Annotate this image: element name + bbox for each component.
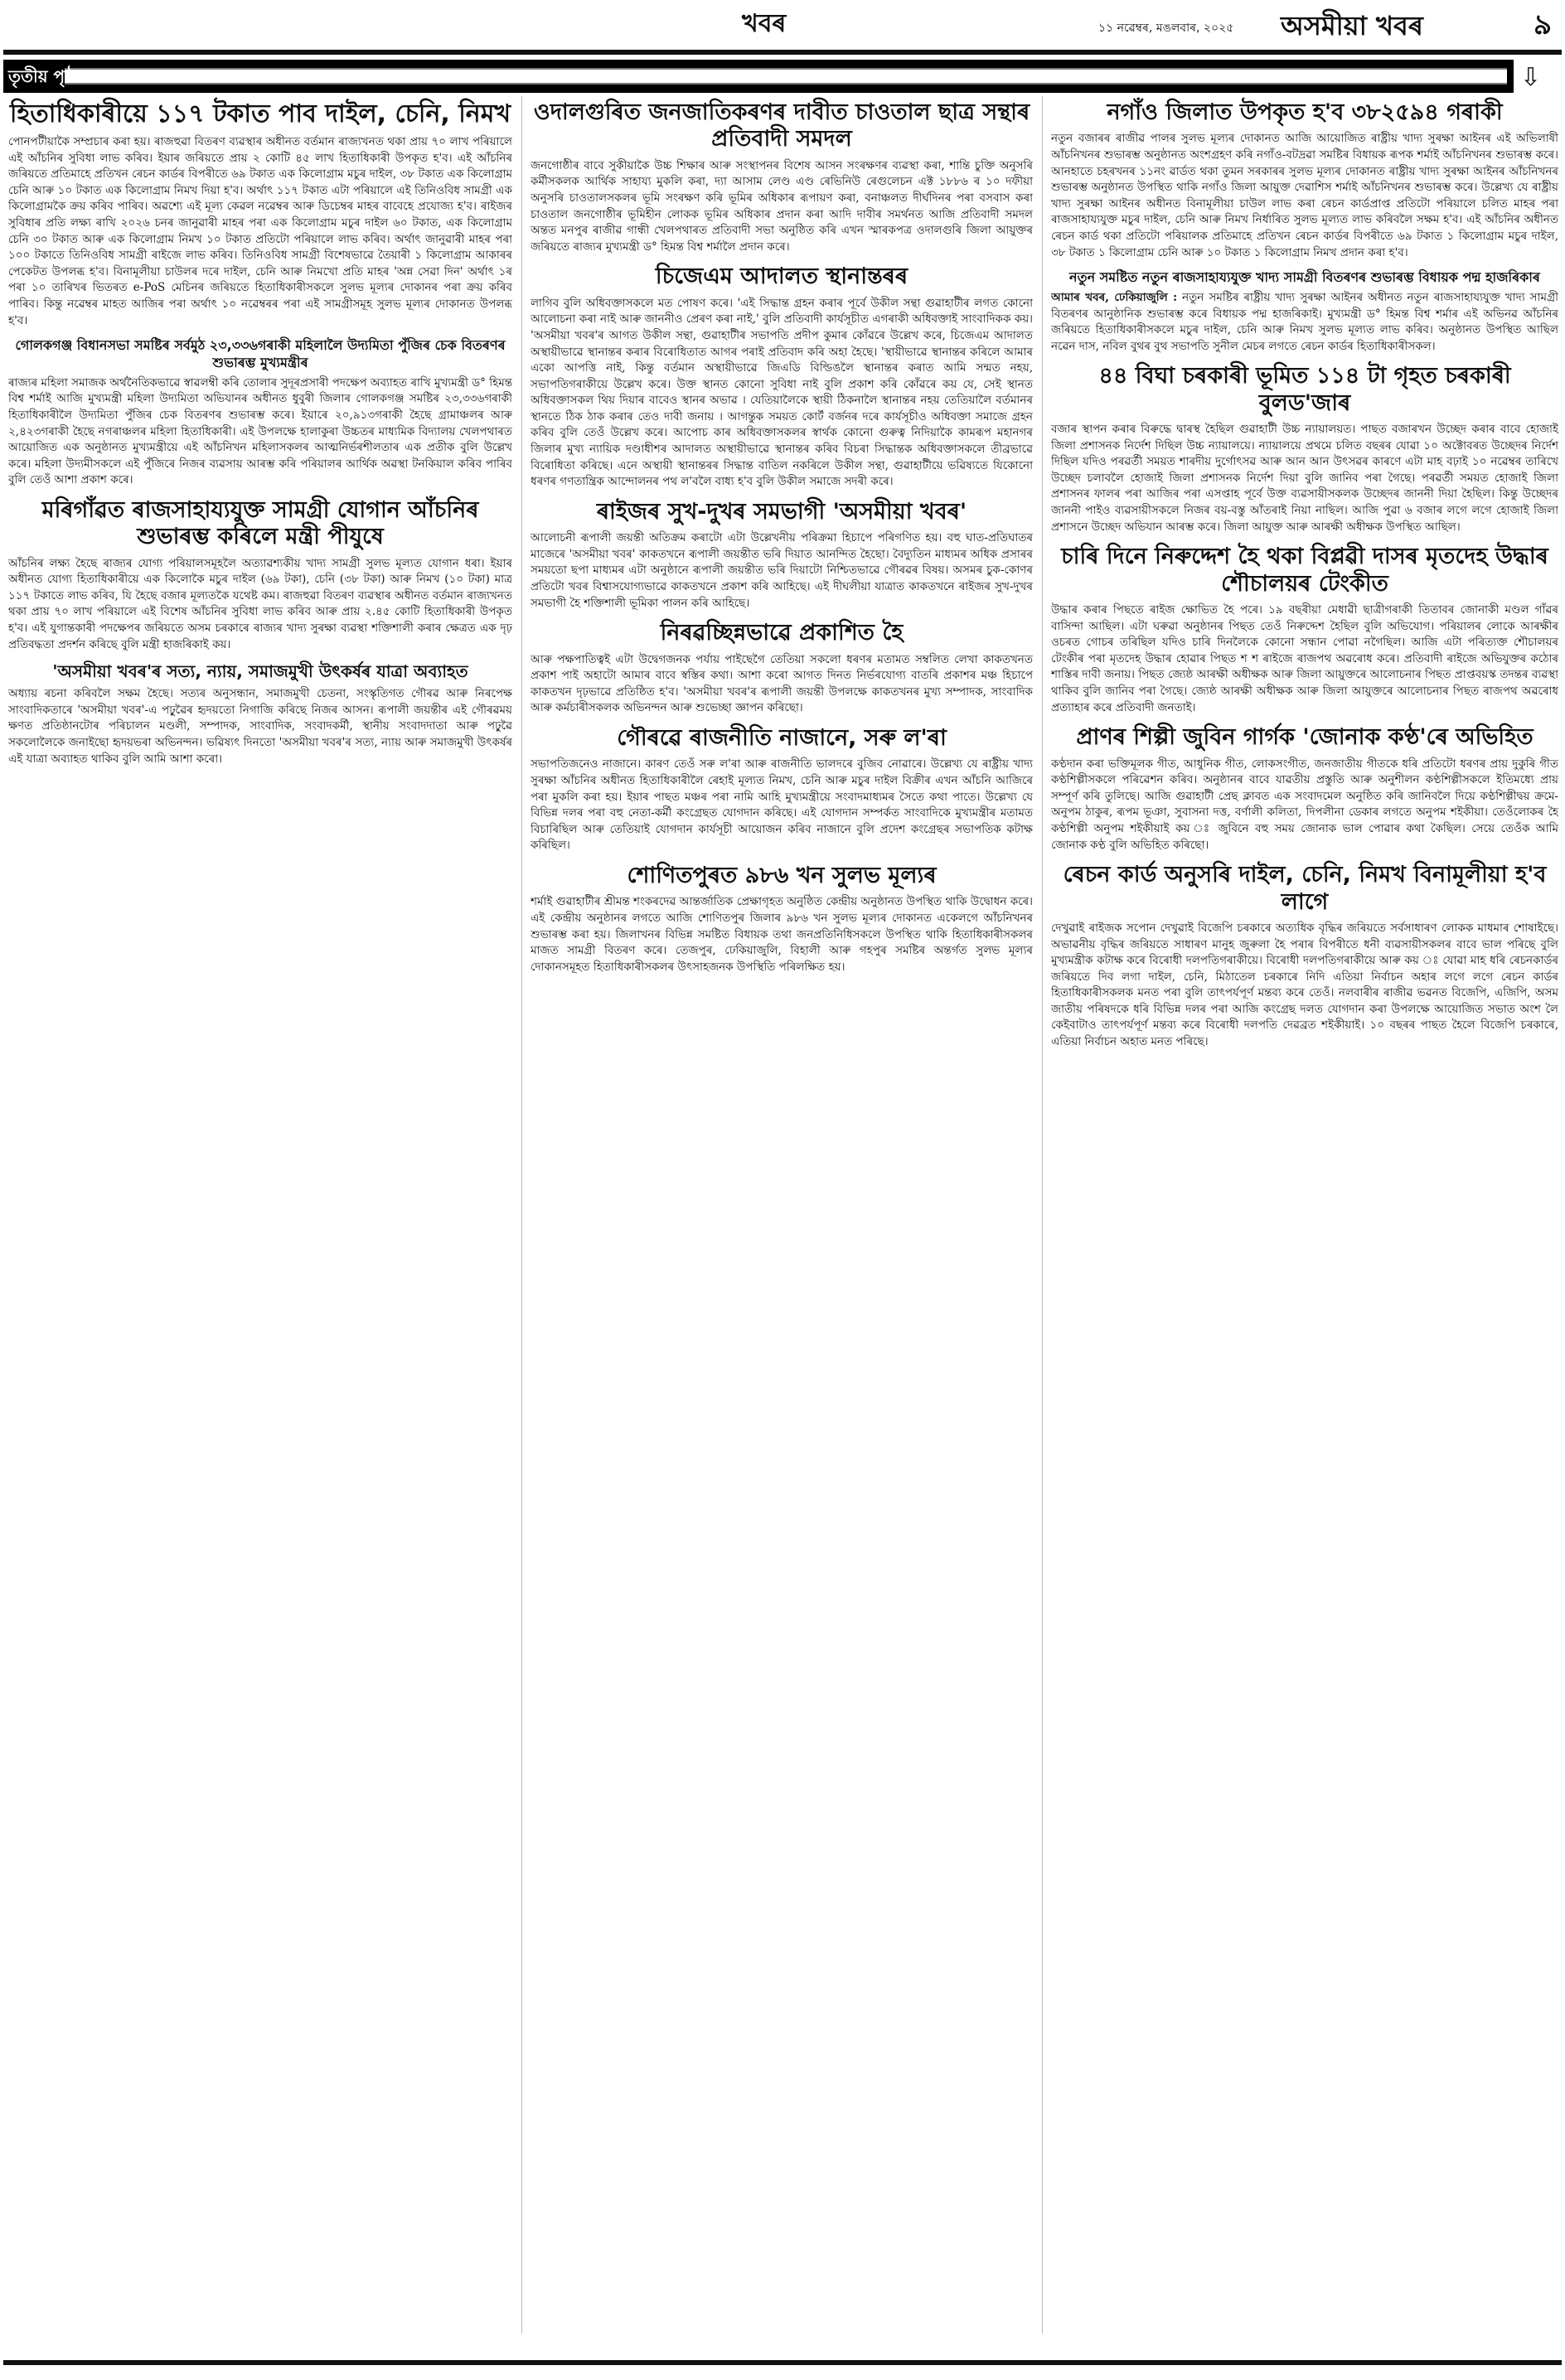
article-body: উদ্ধাৰ কৰাৰ পিছতে ৰাইজ ক্ষোভিত হৈ পৰে। ১৯ বছৰীয়া মেধাৱী ছাত্ৰীগৰাকী তিতাবৰ জোনাকী মণ্ডল গাঁৱৰ বাসিন্দা আছিল। এটা ঘৰুৱা অনুষ্ঠানৰ পিছত তেওঁ নিৰুদ্দেশ হৈছিল বুলি অভিযোগ। পৰিয়ালৰ লোকে আৰক্ষীৰ ওচৰত গোচৰ তৰিছিল যদিও চাৰি দিনলৈকে কোনো সন্ধান পোৱা নগৈছিল। আজি এটা পৰিত্যক্ত শৌচালয়ৰ টেংকীৰ পৰা মৃতদেহ উদ্ধাৰ হোৱাৰ পিছত শ শ ৰাইজে ৰাজপথ অৱৰোধ কৰে। প্ৰতিবাদী ৰাইজে অভিযুক্তৰ কঠোৰ শাস্তিৰ দাবী জনায়। পিছত জ্যেষ্ঠ আৰক্ষী অধীক্ষক আৰু জিলা আয়ুক্তৰে আলোচনাৰ পিছত প্ৰাপ্তবয়স্ক তদন্তৰ ব্যৱস্থা থাকিব বুলি জানিব পৰা গৈছে। জ্যেষ্ঠ আৰক্ষী অধীক্ষক আৰু জিলা আয়ুক্তৰে আলোচনাৰ পিছত ৰাজপথ অৱৰোধ প্ৰত্যাহাৰ কৰে প্ৰতিবাদী জনতাই। xyxy=(1051,603,1558,714)
article-headline: ৰেচন কাৰ্ড অনুসৰি দাইল, চেনি, নিমখ বিনামূলীয়া হ'ব লাগে xyxy=(1063,862,1547,915)
article xyxy=(531,620,1033,717)
column-divider xyxy=(1042,96,1043,2334)
article-headline: মৰিগাঁৱত ৰাজসাহায্যযুক্ত সামগ্ৰী যোগান আঁচনিৰ শুভাৰম্ভ কৰিলে মন্ত্ৰী পীযুষে xyxy=(41,496,479,550)
article xyxy=(531,264,1033,491)
article-body: পোনপটীয়াকৈ সম্প্ৰচাৰ কৰা হয়। ৰাজহুৱা বিতৰণ ব্যৱস্থাৰ অধীনত বৰ্তমান ৰাজ্যখনত থকা প্ৰায় ৭০ লাখ পৰিয়ালে এই আঁচনিৰ সুবিধা লাভ কৰিব। ইয়াৰ জৰিয়তে প্ৰায় ২ কোটি ৪৫ লাখ হিতাধিকাৰী উপকৃত হ'ব। এই আঁচনিৰ জৰিয়তে প্ৰতিমাহে প্ৰতিখন ৰেচন কাৰ্ডৰ বিপৰীতে ৬৯ টকাত এক কিলোগ্ৰাম মচুৰ দাইল, ৩৮ টকাত এক কিলোগ্ৰাম চেনি আৰু ১০ টকাত এক কিলোগ্ৰাম নিমখ দিয়া হ'ব। অৰ্থাৎ ১১৭ টকাত এটা পৰিয়ালে এই তিনিওবিধ সামগ্ৰী এক কিলোগ্ৰামকৈ ক্ৰয় কৰিব পাৰিব। অৱশ্যে এই মূল্য কেৱল নৱেম্বৰ আৰু ডিচেম্বৰ মাহৰ বাবেহে প্ৰযোজ্য হ'ব। ৰাইজৰ সুবিধাৰ প্ৰতি লক্ষ্য ৰাখি ২০২৬ চনৰ জানুৱাৰী মাহৰ পৰা এক কিলোগ্ৰাম মচুৰ দাইল ৬০ টকাত, এক কিলোগ্ৰাম চেনি ৩০ টকাত আৰু এক কিলোগ্ৰাম নিমখ ১০ টকাত প্ৰতিটো পৰিয়ালে লাভ কৰিব। অৰ্থাৎ জানুৱাৰী মাহৰ পৰা ১০০ টকাতে তিনিওবিধ সামগ্ৰী ৰাইজে লাভ কৰিব। তিনিওবিধ সামগ্ৰী বিশেষভাৱে তৈয়াৰী ১ কিলোগ্ৰাম আকাৰৰ পেকেটত উপলব্ধ হ'ব। বিনামূলীয়া চাউলৰ দৰে দাইল, চেনি আৰু নিমখো প্ৰতি মাহৰ 'অন্ন সেৱা দিন' অৰ্থাৎ ১ৰ পৰা ১০ তাৰিখৰ ভিতৰত e-PoS মেচিনৰ জৰিয়তে হিতাধিকাৰীসকলে সুলভ মূল্যৰ দোকানৰ পৰা ক্ৰয় কৰিব পাৰিব। কিন্তু নৱেম্বৰ মাহত আজিৰ পৰা অৰ্থাৎ ১০ নৱেম্বৰৰ পৰা এই সামগ্ৰীসমূহ সুলভ মূল্যৰ দোকানত উপলব্ধ হ'ব। xyxy=(8,135,512,327)
article-body: সভাপতিজনেও নাজানে। কাৰণ তেওঁ সৰু ল'ৰা আৰু ৰাজনীতি ভালদৰে বুজিব নোৱাৰে। উল্লেখ্য যে ৰাষ্ট্ৰীয় খাদ্য সুৰক্ষা আঁচনিৰ অধীনত হিতাধিকাৰীলৈ ৰেহাই মূল্যত নিমখ, চেনি আৰু মচুৰ দাইল বিক্ৰীৰ এখন আঁচনি আজিৰে পৰা মুকলি কৰা হয়। ইয়াৰ পাছত মঞ্চৰ পৰা নামি আহি মুখ্যমন্ত্ৰীয়ে সংবাদমাধ্যমৰ সৈতে কথা পাতে। উল্লেখ্য যে বিভিন্ন দলৰ পৰা বহু নেতা-কৰ্মী কংগ্ৰেছত যোগদান কৰিছে। এই যোগদান সম্পৰ্কত সাংবাদিকে মুখ্যমন্ত্ৰীৰ মতামত বিচাৰিছিল আৰু তেতিয়াই যোগদান কাৰ্যসূচী আয়োজন কৰিব নাজানে বুলি প্ৰদেশ কংগ্ৰেছৰ সভাপতিক কটাক্ষ কৰিছিল। xyxy=(531,757,1033,853)
continued-banner xyxy=(3,60,1514,93)
article xyxy=(1051,862,1558,1051)
column-left xyxy=(8,96,512,2334)
article-subheadline: নতুন সমষ্টিত নতুন ৰাজসাহায্যযুক্ত খাদ্য সামগ্ৰী বিতৰণৰ শুভাৰম্ভ বিধায়ক পদ্ম হাজৰিকাৰ xyxy=(1069,269,1540,286)
article xyxy=(8,497,512,653)
article-body: লাগিব বুলি অধিবক্তাসকলে মত পোষণ কৰে। 'এই সিদ্ধান্ত গ্ৰহন কৰাৰ পূৰ্বে উকীল সন্থা গুৱাহাটীৰ লগত কোনো আলোচনা কৰা নাই আৰু জাননীও প্ৰেৰণ কৰা নাই,' বুলি প্ৰতিবাদী কাৰ্যসূচীত এগৰাকী অধিবক্তাই সাংবাদিকক কয়। 'অসমীয়া খবৰ'ৰ আগত উকীল সন্থা, গুৱাহাটীৰ সভাপতি প্ৰদীপ কুমাৰ কোঁৱৰে উল্লেখ কৰে, চিজেএম আদালত অস্থায়ীভাৱে স্থানান্তৰ কৰাৰ বিৰোধিতাত আগৰ পৰাই প্ৰতিবাদ কৰি অহা হৈছে। 'স্থায়ীভাৱে স্থানান্তৰ কৰিলে আমাৰ একো আপত্তি নাই, কিন্তু বৰ্তমান অস্থায়ীভাৱে জিএডি বিল্ডিঙলৈ স্থানান্তৰ কৰাত আমি সন্মত নহয়, সভাপতিগৰাকীয়ে উল্লেখ কৰে। উক্ত স্থানত কোনো সুবিধা নাই বুলি প্ৰকাশ কৰি কোঁৱৰে কয় যে, সেই স্থানত অধিবক্তাসকল থিয় দিয়াৰ বাবেও স্থানৰ অভাৱ । যেতিয়ালৈকে স্থায়ী ঠিকনালৈ স্থানান্তৰ নহয় তেতিয়ালৈ বৰ্তমানৰ স্থানতে ঠিক ঠাক কৰাৰ তেও দাবী জনায় । আগন্তুক সময়ত কোৰ্ট বৰ্জনৰ দৰে কাৰ্যসূচীও অধিবক্তা সমাজে গ্ৰহন কৰিব বুলি তেওঁ উল্লেখ কৰে। আপোচ কাৰ অধিবক্তাসকলৰ স্বাৰ্থক কোনো গুৰুত্ব নিদিয়াকৈ কামৰূপ মহানগৰ জিলাৰ মুখ্য ন্যায়িক দণ্ডাধীশৰ আদালত অস্থায়ীভাৱে স্থানান্তৰ কৰিব বিচৰা সিদ্ধান্তক অধিবক্তাসকলে তীব্ৰভাৱে বিৰোধিতা কৰিছে। এনে অস্থায়ী স্থানান্তৰৰ সিদ্ধান্ত বাতিল নকৰিলে উকীল সন্থা, গুৱাহাটীয়ে ভৱিষ্যতে যিকোনো ধৰণৰ গণতান্ত্ৰিক আন্দোলনৰ পথ ল'বলৈ বাধ্য হ'ব বুলি উকীল সমাজে সদৰী কৰে। xyxy=(531,296,1033,489)
masthead xyxy=(0,0,1565,51)
column-right xyxy=(1051,96,1558,2334)
article-body: আৰু পক্ষপাতিত্বই এটা উদ্বেগজনক পৰ্যায় পাইছেগৈ তেতিয়া সকলো ধৰণৰ মতামত সম্বলিত লেখা কাকতখনত প্ৰকাশ পাই অহাটো আমাৰ বাবে স্বস্তিৰ কথা। আশা কৰো আগত দিনত নিৰ্ভৰযোগ্য বাতৰি প্ৰকাশৰ মঞ্চ হিচাপে কাকতখন দৃঢ়ভাৱে প্ৰতিষ্ঠিত হ'ব। 'অসমীয়া খবৰ'ৰ ৰূপালী জয়ন্তী উপলক্ষে কাকতখনৰ মুখ্য সম্পাদক, সাংবাদিক আৰু কৰ্মচাৰীসকলক অভিনন্দন আৰু শুভেচ্ছা জ্ঞাপন কৰিছো। xyxy=(531,652,1033,715)
footer-rule xyxy=(3,2360,1562,2365)
article xyxy=(531,863,1033,975)
article-headline: চাৰি দিনে নিৰুদ্দেশ হৈ থকা বিপ্লৱী দাসৰ মৃতদেহ উদ্ধাৰ শৌচালয়ৰ টেংকীত xyxy=(1061,544,1548,597)
continued-label: তৃতীয় পৃষ্ঠাৰ পৰা xyxy=(8,66,121,86)
banner-inner-stripe xyxy=(65,68,1507,85)
arrow-down-icon: ⇩ xyxy=(1520,63,1542,92)
article xyxy=(1051,99,1558,261)
article xyxy=(1051,544,1558,716)
article xyxy=(8,661,512,767)
article-headline: শোণিতপুৰত ৯৮৬ খন সুলভ মূল্যৰ xyxy=(627,862,937,888)
column-divider xyxy=(521,96,522,2334)
article-body: কণ্ঠদান কৰা ভক্তিমূলক গীত, আধুনিক গীত, লোকসংগীত, জনজাতীয় গীতকে ধৰি প্ৰতিটো ধৰণৰ প্ৰায় দুকুৰি গীত কণ্ঠশিল্পীসকলে পৰিৱেশন কৰিব। অনুষ্ঠানৰ বাবে যাৱতীয় প্ৰস্তুতি আৰু অনুশীলন কণ্ঠশিল্পীসকলে ইতিমধ্যে প্ৰায় সম্পূৰ্ণ কৰি তুলিছে। আজি গুৱাহাটী প্ৰেছ ক্লাবত এক সংবাদমেল অনুষ্ঠিত কৰি জানিবলৈ দিয়ে কণ্ঠশিল্পীদ্বয় ক্ৰমে- অনুপম ঠাকুৰ, ৰূপম ভূঞা, সুবাসনা দত্ত, বৰ্ণালী কলিতা, দিপলীনা ডেকাৰ লগতে অনুপম শইকীয়া। তেওঁলোকৰ হৈ কণ্ঠশিল্পী অনুপম শইকীয়াই কয় ঃ জুবিনে বহু সময় জোনাক ভাল পোৱাৰ কথা কৈছিল। সেয়ে তেওঁক আমি জোনাক কণ্ঠ বুলি অভিহিত কৰিছো। xyxy=(1051,757,1558,852)
article xyxy=(8,99,512,329)
article-body: আঁচনিৰ লক্ষ্য হৈছে ৰাজ্যৰ যোগ্য পৰিয়ালসমূহলৈ অত্যাৱশ্যকীয় খাদ্য সামগ্ৰী সুলভ মূল্যত যোগান ধৰা। ইয়াৰ অধীনত যোগ্য হিতাধিকাৰীয়ে এক কিলোকৈ মচুৰ দাইল (৬৯ টকা), চেনি (৩৮ টকা) আৰু নিমখ (১০ টকা) মাত্ৰ ১১৭ টকাতে লাভ কৰিব, যি হৈছে বজাৰ মূল্যতকৈ যথেষ্ট কম। ৰাজহুৱা বিতৰণ ব্যৱস্থাৰ অধীনত বৰ্তমান ৰাজ্যখনত থকা প্ৰায় ৭০ লাখ পৰিয়ালে এই বিশেষ আঁচনিৰ সুবিধা লাভ কৰিব আৰু প্ৰায় ২.৪৫ কোটি হিতাধিকাৰী উপকৃত হ'ব। এই যুগান্তকাৰী পদক্ষেপৰ জৰিয়তে অসম চৰকাৰে ৰাজ্যৰ খাদ্য সুৰক্ষা ব্যৱস্থা শক্তিশালী কৰাৰ ক্ষেত্ৰত এক দৃঢ় প্ৰতিবদ্ধতা প্ৰদৰ্শন কৰিছে বুলি মন্ত্ৰী হাজৰিকাই কয়। xyxy=(8,556,512,651)
article-headline: নিৰৱচ্ছিন্নভাৱে প্ৰকাশিত হৈ xyxy=(660,620,904,646)
article-body: অধ্যায় ৰচনা কৰিবলৈ সক্ষম হৈছে। সত্যৰ অনুসন্ধান, সমাজমুখী চেতনা, সংস্কৃতিগত গৌৰৱ আৰু নিৰপেক্ষ সাংবাদিকতাৰে 'অসমীয়া খবৰ'-এ পঢ়ুৱৈৰ হৃদয়তো নিগাজি কৰিছে নিজৰ আসন। ৰূপালী জয়ন্তীৰ এই গৌৰৱময় ক্ষণত প্ৰতিষ্ঠানটোৰ পৰিচালন মণ্ডলী, সম্পাদক, সাংবাদিক, সংবাদকৰ্মী, স্থানীয় সংবাদদাতা আৰু পঢ়ুৱৈ সকলোলৈকে জনাইছো হৃদয়ভৰা অভিনন্দন। ভৱিষ্যৎ দিনতো 'অসমীয়া খবৰ'ৰ সত্য, ন্যায় আৰু সমাজমুখী উৎকৰ্ষৰ এই যাত্ৰা অব্যাহত থাকিব বুলি আমি আশা কৰো। xyxy=(8,687,512,766)
newspaper-logo: অসমীয়া খবৰ xyxy=(1281,10,1423,41)
article-body: বজাৰ স্থাপন কৰাৰ বিৰুদ্ধে দ্বাৰস্থ হৈছিল গুৱাহাটী উচ্চ ন্যায়ালয়ত। পাছত বজাৰখন উচ্ছেদ কৰাৰ বাবে হোজাই জিলা প্ৰশাসনক নিৰ্দেশ দিছিল উচ্চ ন্যায়ালয়ে। ন্যায়ালয়ে প্ৰথমে চলিত বছৰৰ যোৱা ১০ অক্টোবৰত উচ্ছেদৰ নিৰ্দেশ দিছিল যদিও পৰৱৰ্তী সময়ত শাৰদীয় দুৰ্গোৎসৱ আৰু আন আন উৎসৱৰ কাৰণে এটা মাহ বঢ়াই ১০ নৱেম্বৰ তাৰিখে উচ্ছেদ চলাবলৈ হোজাই জিলা প্ৰশাসনক নিৰ্দেশ দিয়া বুলি জানিব পৰা গৈছে। পৰৱৰ্তী সময়ত হোজাই জিলা প্ৰশাসনৰ ফালৰ পৰা আজিৰ পৰা এসপ্তাহ পূৰ্বে উক্ত ব্যৱসায়ীসকলক উচ্ছেদৰ জাননী দিয়া হৈছিল। কিন্তু উচ্ছেদৰ জাননী পাইও ব্যৱসায়ীসকলে নিজৰ বয়-বস্তু আঁতৰাই নিয়া নাছিল। আজি পুৱা ৬ বজাৰ লগে লগে হোজাই জিলা প্ৰশাসনে উচ্ছেদ অভিযান আৰম্ভ কৰে। জিলা আয়ুক্ত আৰু আৰক্ষী অধীক্ষক উপস্থিত আছিল। xyxy=(1051,423,1558,534)
article-headline: চিজেএম আদালত স্থানান্তৰৰ xyxy=(655,264,908,290)
article-headline: হিতাধিকাৰীয়ে ১১৭ টকাত পাব দাইল, চেনি, নিমখ xyxy=(9,99,511,128)
article-body: নতুন সমষ্টিৰ ৰাষ্ট্ৰীয় খাদ্য সুৰক্ষা আইনৰ অধীনত নতুন ৰাজসাহায্যযুক্ত খাদ্য সামগ্ৰী বিতৰণৰ আনুষ্ঠানিক শুভাৰম্ভ কৰে বিধায়ক পদ্ম হাজৰিকাই। মুখ্যমন্ত্ৰী ড° হিমন্ত বিশ্ব শৰ্মাৰ এই অভিনৱ আঁচনিৰ জৰিয়তে হিতাধিকাৰীসকলে মচুৰ দাইল, চেনি আৰু নিমখ সুলভ মূল্যত লাভ কৰিব। অনুষ্ঠানত উপস্থিত আছিল নৱেন দাস, নবিল বুথৰ বুথ সভাপতি সুনীল মেচৰ লগতে ৰেচন কাৰ্ডৰ হিতাধিকাৰীসকল। xyxy=(1051,290,1558,353)
article xyxy=(531,99,1033,255)
article-headline: ৪৪ বিঘা চৰকাৰী ভূমিত ১১৪ টা গৃহত চৰকাৰী বুলড'জাৰ xyxy=(1098,363,1511,416)
article-headline: ওদালগুৰিত জনজাতিকৰণৰ দাবীত চাওতাল ছাত্ৰ সন্থাৰ প্ৰতিবাদী সমদল xyxy=(533,99,1030,152)
article xyxy=(531,725,1033,854)
dateline: আমাৰ খবৰ, ঢেকিয়াজুলি : xyxy=(1051,290,1178,304)
article xyxy=(1051,269,1558,355)
article-headline: নগাঁও জিলাত উপকৃত হ'ব ৩৮২৫৯৪ গৰাকী xyxy=(1107,99,1503,125)
page-number: ৯ xyxy=(1534,8,1553,41)
article-body: নতুন বজাৰৰ ৰাজীৱ পালৰ সুলভ মূল্যৰ দোকানত আজি আয়োজিত ৰাষ্ট্ৰীয় খাদ্য সুৰক্ষা আইনৰ এই অভিলাষী আঁচনিখনৰ শুভাৰম্ভ অনুষ্ঠানত অংশগ্ৰহণ কৰি নগাঁও-বটদ্ৰৱা সমষ্টিৰ বিধায়ক ৰূপক শৰ্মাই আঁচনিখনৰ শুভাৰম্ভ কৰে। আনহাতে চহৰখনৰ ১১নং ৱাৰ্ডত থকা তুমন সৰকাৰৰ সুলভ মূল্যৰ দোকানত ৰাষ্ট্ৰীয় খাদ্য সুৰক্ষা আইনৰ আঁচনিখনৰ শুভাৰম্ভ অনুষ্ঠানত উপস্থিত থাকি নগাঁও জিলা আয়ুক্ত দেৱাশিস শৰ্মাই আঁচনিখনৰ শুভাৰম্ভ কৰে। উল্লেখ্য যে ৰাষ্ট্ৰীয় খাদ্য সুৰক্ষা আইনৰ অধীনত বিনামূলীয়া চাউল লাভ কৰা ৰেচন কাৰ্ডপ্ৰাপ্ত প্ৰতিটো পৰিয়ালে চলিত মাহৰ পৰা ৰাজসাহায্যযুক্ত মচুৰ দাইল, চেনি আৰু নিমখ নিৰ্ধাৰিত সুলভ মূল্যত লাভ কৰিবলৈ সক্ষম হ'ব। এই আঁচনিৰ অধীনত ৰেচন কাৰ্ড থকা প্ৰতিটো পৰিয়ালক প্ৰতিমাহে প্ৰতিখন ৰেচন কাৰ্ডৰ বিপৰীতে ৬৯ টকাত ১ কিলোগ্ৰাম মচুৰ দাইল, ৩৮ টকাত ১ কিলোগ্ৰাম চেনি আৰু ১০ টকাত ১ কিলোগ্ৰাম নিমখ প্ৰদান কৰা হ'ব। xyxy=(1051,132,1558,259)
issue-date: ১১ নৱেম্বৰ, মঙলবাৰ, ২০২৫ xyxy=(1098,22,1234,35)
article-body: জনগোষ্ঠীৰ বাবে সুকীয়াকৈ উচ্চ শিক্ষাৰ আৰু সংস্থাপনৰ বিশেষ আসন সংৰক্ষণৰ ব্যৱস্থা কৰা, শান্তি চুক্তি অনুসৰি কৰ্মীসকলক আৰ্থিক সাহায্য মুকলি কৰা, দ্যা আসাম লেণ্ড এণ্ড ৰেভিনিউ ৰেগুলেচন এক্ট ১৮৮৬ ৰ ১০ দফীয়া অনুসৰি চাওতালসকলৰ ভূমি সংৰক্ষণ কৰি ভূমিৰ অধিকাৰ ৰূপায়ণ কৰা, বনাঞ্চলত দীৰ্ঘদিনৰ পৰা বসবাস কৰা চাওতাল জনগোষ্ঠীৰ ভূমিহীন লোকক ভূমিৰ অধিকাৰ প্ৰদান কৰা আদি দাবীৰ সমৰ্থনত আজি প্ৰতিবাদী সমদল অন্তত মনপুৰ ৰাজীৱ গান্ধী খেলপথাৰত প্ৰতিবাদী সভা অনুষ্ঠিত কৰি এখন স্মাৰকপত্ৰ ওদালগুৰি জিলা আয়ুক্তৰ জৰিয়তে ৰাজ্যৰ মুখ্যমন্ত্ৰী ড° হিমন্ত বিশ্ব শৰ্মালৈ প্ৰদান কৰে। xyxy=(531,158,1033,254)
article xyxy=(531,499,1033,612)
article-headline: প্ৰাণৰ শিল্পী জুবিন গাৰ্গক 'জোনাক কণ্ঠ'ৰে অভিহিত xyxy=(1076,724,1534,751)
article-body: শৰ্মাই গুৱাহাটীৰ শ্ৰীমন্ত শংকৰদেৱ আন্তৰ্জাতিক প্ৰেক্ষাগৃহত অনুষ্ঠিত কেন্দ্ৰীয় অনুষ্ঠানত উপস্থিত থাকি উদ্বোধন কৰে। এই কেন্দ্ৰীয় অনুষ্ঠানৰ লগতে আজি শোণিতপুৰ জিলাৰ ৯৮৬ খন সুলভ মূল্যৰ দোকানত একেলগে আঁচনিখনৰ শুভাৰম্ভ কৰা হয়। জিলাখনৰ বিভিন্ন সমষ্টিত বিধায়ক তথা জনপ্ৰতিনিধিসকলে উপস্থিত থাকি হিতাধিকাৰীসকলৰ মাজত সামগ্ৰী বিতৰণ কৰে। তেজপুৰ, ঢেকিয়াজুলি, বিহালী আৰু গহপুৰ সমষ্টিৰ অন্তৰ্গত সুলভ মূল্যৰ দোকানসমূহত হিতাধিকাৰীসকলৰ উৎসাহজনক উপস্থিতি পৰিলক্ষিত হয়। xyxy=(531,895,1033,974)
masthead-rule xyxy=(3,50,1562,55)
article-headline: গৌৰৱে ৰাজনীতি নাজানে, সৰু ল'ৰা xyxy=(617,724,947,751)
article-headline: 'অসমীয়া খবৰ'ৰ সত্য, ন্যায়, সমাজমুখী উৎকৰ্ষৰ যাত্ৰা অব্যাহত xyxy=(52,661,468,682)
article xyxy=(1051,724,1558,854)
article-body: আলোচনী ৰূপালী জয়ন্তী অতিক্ৰম কৰাটো এটা উল্লেখনীয় পৰিক্ৰমা হিচাপে পৰিগণিত হয়। বহু ঘাত-প্ৰতিঘাতৰ মাজেৰে 'অসমীয়া খবৰ' কাকতখনে ৰূপালী জয়ন্তীত ভৰি দিয়াত আনন্দিত হৈছো। বৈদ্যুতিন মাধ্যমৰ অধিক প্ৰসাৰৰ সময়তো ছপা মাধ্যমৰ এটা অনুষ্ঠানে ৰূপালী জয়ন্তীত ভৰি দিয়াটো নিশ্চিতভাৱে গৌৰৱৰ বিষয়। অসমৰ চুক-কোণৰ প্ৰতিটো খবৰ বিশ্বাসযোগ্যভাৱে কাকতখনে প্ৰকাশ কৰি আহিছে। এই দীঘলীয়া যাত্ৰাত কাকতখনে ৰাইজৰ সুখ-দুখৰ সমভাগী হৈ শক্তিশালী ভূমিকা পালন কৰি আহিছে। xyxy=(531,531,1033,610)
column-middle xyxy=(531,96,1033,2334)
article xyxy=(1051,363,1558,535)
article-body: দেখুৱাই ৰাইজক সপোন দেখুৱাই বিজেপি চৰকাৰে অত্যধিক বৃদ্ধিৰ জৰিয়তে সৰ্বসাধাৰণ লোকক মাধমাৰ শোষাইছে। অভাৱনীয় বৃদ্ধিৰ জৰিয়তে সাধাৰণ মানুহ জুৰুলা হৈ পৰাৰ বিপৰীতে ধনী ব্যৱসায়ীসকলৰ বাবে ভাল পৰিছে বুলি মুখ্যমন্ত্ৰীক কটাক্ষ কৰে বিৰোধী দলপতিগৰাকীয়ে। বিৰোধী দলপতিগৰাকীয়ে আৰু কয় ঃ যোৱা মাহ ধৰি ৰেচনকাৰ্ডৰ জৰিয়তে দিব লগা দাইল, চেনি, মিঠাতেল চৰকাৰে নিদি এতিয়া নিৰ্বাচন অহাৰ লগে লগে ৰেচন কাৰ্ডৰ হিতাধিকাৰীসকলক মনত পৰা বুলি তাৎপৰ্যপূৰ্ণ মন্তব্য কৰে তেওঁ। নলবাৰীৰ ৰাজীৱ ভৱনত বিজেপি, এজিপি, অসম জাতীয় পৰিষদকে ধৰি বিভিন্ন দলৰ পৰা আজি কংগ্ৰেছ দলত যোগদান কৰা উপলক্ষে আয়োজিত সভাত অংশ লৈ কেইবাটাও তাৎপৰ্যপূৰ্ণ মন্তব্য কৰে বিৰোধী দলপতি দেৱব্ৰত শইকীয়াই। ১০ বছৰৰ পাছত হৈলে বিজেপি চৰকাৰে, এতিয়া নিৰ্বাচন অহাত মনত পৰিছে। xyxy=(1051,921,1558,1049)
section-name: খবৰ xyxy=(742,9,787,38)
article-body: ৰাজ্যৰ মহিলা সমাজক অৰ্থনৈতিকভাৱে স্বাৱলম্বী কৰি তোলাৰ সুদূৰপ্ৰসাৰী পদক্ষেপ অব্যাহত ৰাখি মুখ্যমন্ত্ৰী ড° হিমন্ত বিশ্ব শৰ্মাই আজি মুখ্যমন্ত্ৰী মহিলা উদ্যমিতা অভিযানৰ অধীনত ধুবুৰী জিলাৰ গোলকগঞ্জ সমষ্টিৰ ২৩,৩৩৬গৰাকী হিতাধিকাৰীলৈ উদ্যমিতা পুঁজিৰ চেক বিতৰণৰ শুভাৰম্ভ কৰে। ইয়াৰে ২০,৯১৩গৰাকী হৈছে গ্ৰামাঞ্চলৰ আৰু ২,৪২৩গৰাকী হৈছে নগৰাঞ্চলৰ মহিলা হিতাধিকাৰী। এই উপলক্ষে হালাকুৰা উচ্চতৰ মাধ্যমিক বিদ্যালয় খেলপথাৰত আয়োজিত এক অনুষ্ঠানত মুখ্যমন্ত্ৰীয়ে এই আঁচনিখন মহিলাসকলৰ আত্মনিৰ্ভৰশীলতাৰ এক প্ৰতীক বুলি উল্লেখ কৰে। মহিলা উদ্যমীসকলে এই পুঁজিৰে নিজৰ ব্যৱসায় আৰম্ভ কৰি পৰিয়ালৰ আৰ্থিক অৱস্থা টনকিয়াল কৰিব পাৰিব বুলি তেওঁ আশা প্ৰকাশ কৰে। xyxy=(8,375,512,487)
article xyxy=(8,337,512,489)
article-headline: গোলকগঞ্জ বিধানসভা সমষ্টিৰ সৰ্বমুঠ ২৩,৩৩৬গৰাকী মহিলালৈ উদ্যমিতা পুঁজিৰ চেক বিতৰণৰ শুভাৰম্ভ মুখ্যমন্ত্ৰীৰ xyxy=(15,337,506,370)
article-headline: ৰাইজৰ সুখ-দুখৰ সমভাগী 'অসমীয়া খবৰ' xyxy=(596,498,967,525)
